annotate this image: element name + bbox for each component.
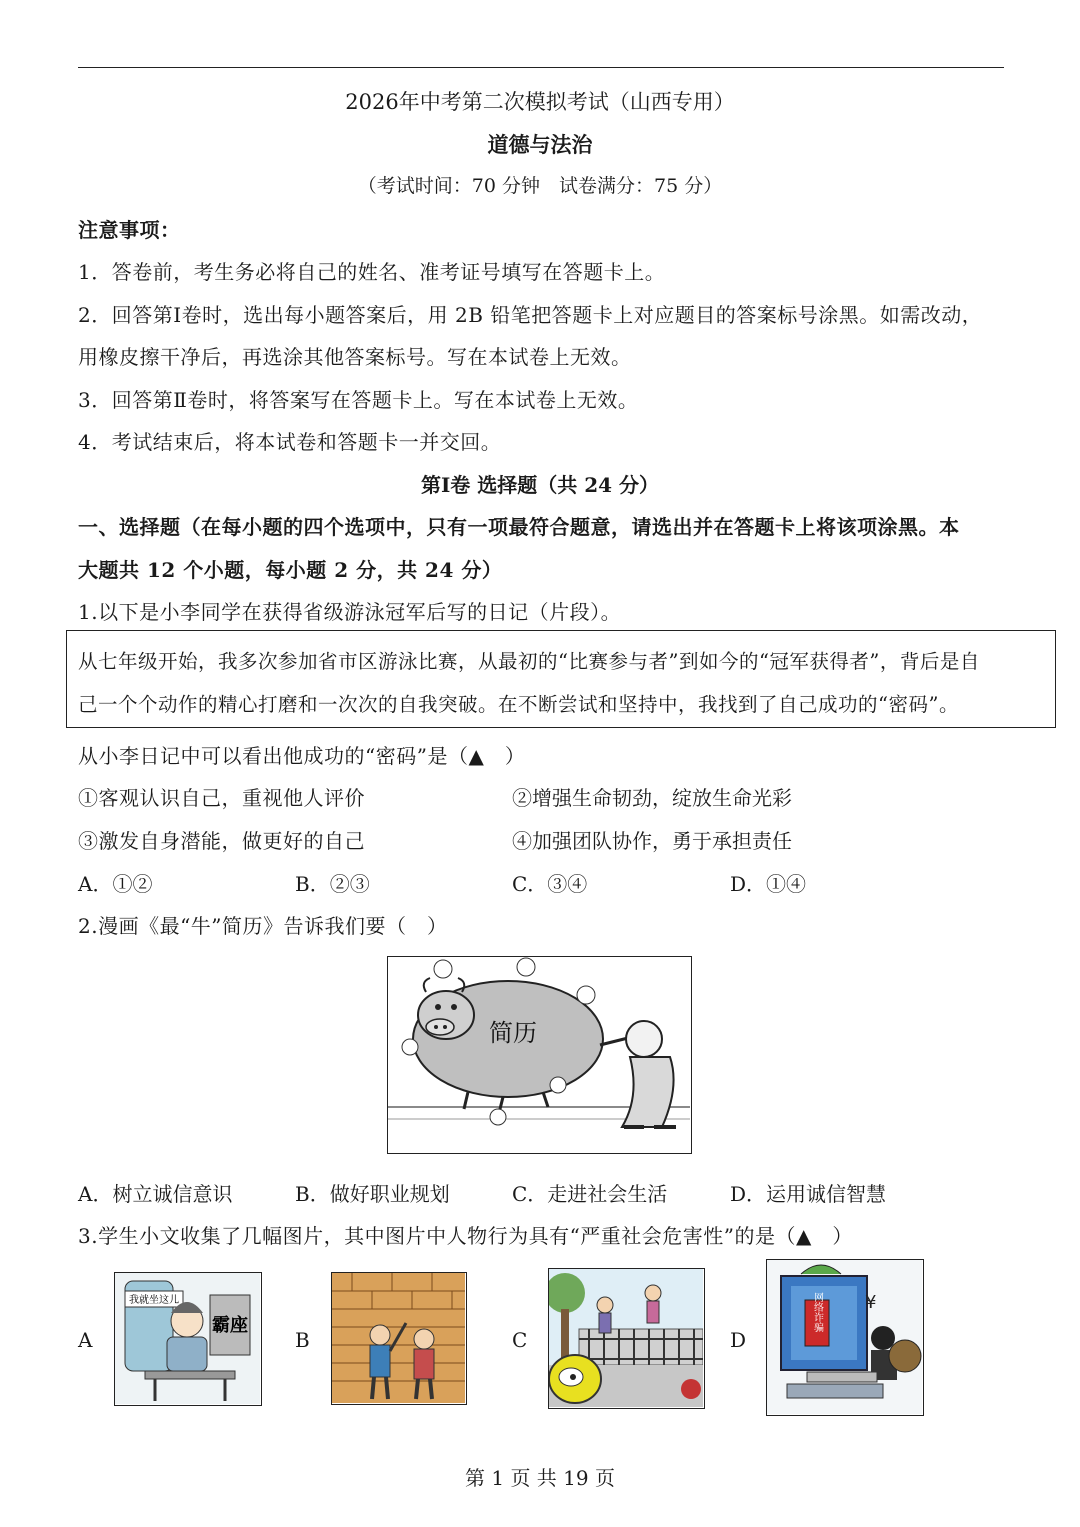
page-footer: 第 1 页 共 19 页 (465, 1466, 615, 1490)
q1-stem: 1.以下是小李同学在获得省级游泳冠军后写的日记（片段）。 (78, 600, 622, 624)
exam-title: 2026年中考第二次模拟考试（山西专用） (345, 90, 735, 114)
q3-picture-a-sign: 我就坐这儿 (129, 1295, 179, 1306)
q3-picture-a-drawing (115, 1273, 260, 1404)
q1-diary-text: 己一个个动作的精心打磨和一次次的自我突破。在不断尝试和坚持中，我找到了自己成功的“密码”。 (78, 693, 959, 716)
q3-picture-a[interactable] (114, 1272, 262, 1406)
q3-picture-c[interactable] (548, 1268, 705, 1409)
q2-cartoon-label: 简历 (489, 1019, 537, 1047)
q1-option-d[interactable]: D．①④ (730, 872, 807, 896)
notice-item: 4．考试结束后，将本试卷和答题卡一并交回。 (78, 430, 502, 454)
q1-option-c[interactable]: C．③④ (512, 872, 588, 896)
q1-option-b[interactable]: B．②③ (295, 872, 370, 896)
q2-cartoon (387, 956, 692, 1154)
q3-picture-d-drawing (767, 1260, 922, 1414)
exam-info: （考试时间：70 分钟 试卷满分：75 分） (357, 175, 723, 197)
q3-picture-d[interactable] (766, 1259, 924, 1416)
q1-option-a[interactable]: A．①② (78, 872, 153, 896)
q3-picture-c-drawing (549, 1269, 703, 1407)
svg-text:¥: ¥ (865, 1292, 877, 1313)
notice-item: 2．回答第Ⅰ卷时，选出每小题答案后，用 2B 铅笔把答题卡上对应题目的答案标号涂黑。如需改动， (78, 303, 983, 327)
q3-picture-d-screen: 网络诈骗 (811, 1292, 823, 1332)
q3-picture-b[interactable] (331, 1272, 467, 1405)
notice-item: 用橡皮擦干净后，再选涂其他答案标号。写在本试卷上无效。 (78, 345, 632, 369)
q2-stem: 2.漫画《最“牛”简历》告诉我们要（ ） (78, 914, 448, 938)
q1-statement: ②增强生命韧劲，绽放生命光彩 (512, 786, 792, 810)
q3-picture-a-seat-label: 霸座 (212, 1315, 248, 1336)
q3-label-d[interactable]: D (730, 1328, 747, 1352)
q1-statement: ③激发自身潜能，做更好的自己 (78, 829, 365, 853)
q1-question: 从小李日记中可以看出他成功的“密码”是（▲ ） (78, 744, 526, 768)
q2-option-b[interactable]: B．做好职业规划 (295, 1182, 450, 1206)
section-instruction: 一、选择题（在每小题的四个选项中，只有一项最符合题意，请选出并在答题卡上将该项涂黑。本 (78, 515, 960, 539)
q3-stem: 3.学生小文收集了几幅图片，其中图片中人物行为具有“严重社会危害性”的是（▲ ） (78, 1224, 853, 1248)
section-title: 第Ⅰ卷 选择题（共 24 分） (420, 473, 660, 497)
q2-option-c[interactable]: C．走进社会生活 (512, 1182, 668, 1206)
q1-diary-text: 从七年级开始，我多次参加省市区游泳比赛，从最初的“比赛参与者”到如今的“冠军获得者”，背后是自 (78, 650, 980, 673)
q2-option-a[interactable]: A．树立诚信意识 (78, 1182, 233, 1206)
q3-label-b[interactable]: B (295, 1328, 310, 1352)
q1-statement: ④加强团队协作，勇于承担责任 (512, 829, 792, 853)
notice-item: 3．回答第Ⅱ卷时，将答案写在答题卡上。写在本试卷上无效。 (78, 388, 639, 412)
notice-item: 1．答卷前，考生务必将自己的姓名、准考证号填写在答题卡上。 (78, 260, 666, 284)
subject-title: 道德与法治 (487, 132, 593, 157)
q2-option-d[interactable]: D．运用诚信智慧 (730, 1182, 887, 1206)
notice-heading: 注意事项： (78, 218, 181, 242)
q2-cartoon-drawing (388, 957, 690, 1152)
top-rule (78, 67, 1004, 68)
q3-label-c[interactable]: C (512, 1328, 528, 1352)
section-instruction: 大题共 12 个小题，每小题 2 分，共 24 分） (78, 558, 503, 582)
q3-picture-b-drawing (332, 1273, 465, 1403)
q1-statement: ①客观认识自己，重视他人评价 (78, 786, 365, 810)
q3-label-a[interactable]: A (78, 1328, 93, 1352)
